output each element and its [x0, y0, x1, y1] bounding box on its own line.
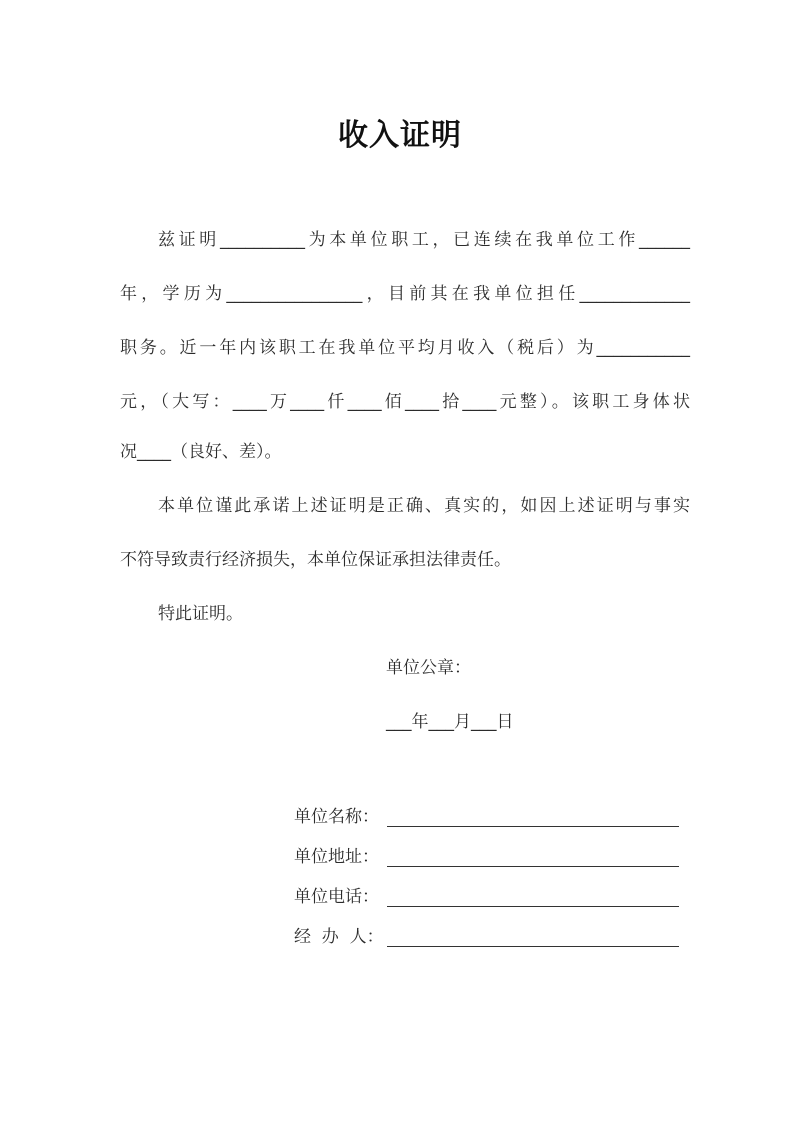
field-underline [387, 866, 679, 867]
field-underline [387, 906, 679, 907]
company-address-field [294, 846, 684, 872]
paragraph-line: 元，（大写：____万____仟____佰____拾____元整）。该职工身体状 [120, 392, 690, 412]
handler-field [294, 926, 684, 952]
field-label: 单位名称： [294, 807, 379, 827]
paragraph-line: 兹证明__________为本单位职工，已连续在我单位工作______ [158, 230, 690, 250]
field-label: 单位地址： [294, 847, 379, 867]
field-label: 单位电话： [294, 887, 379, 907]
company-phone-field [294, 886, 684, 912]
paragraph-line: 不符导致责行经济损失，本单位保证承担法律责任。 [120, 550, 511, 570]
paragraph-line: 况____（良好、差）。 [120, 442, 282, 462]
company-name-field [294, 806, 684, 832]
paragraph-line: 年，学历为________________，目前其在我单位担任_____________ [120, 284, 690, 304]
closing-text: 特此证明。 [158, 604, 243, 624]
field-label: 经 办 人： [294, 927, 384, 947]
field-underline [387, 826, 679, 827]
date-line: ___年___月___日 [386, 712, 514, 732]
paragraph-line: 本单位谨此承诺上述证明是正确、真实的，如因上述证明与事实 [158, 496, 690, 516]
seal-label: 单位公章： [386, 658, 471, 678]
document-title: 收入证明 [338, 118, 462, 153]
paragraph-line: 职务。近一年内该职工在我单位平均月收入（税后）为___________ [120, 338, 690, 358]
field-underline [387, 946, 679, 947]
